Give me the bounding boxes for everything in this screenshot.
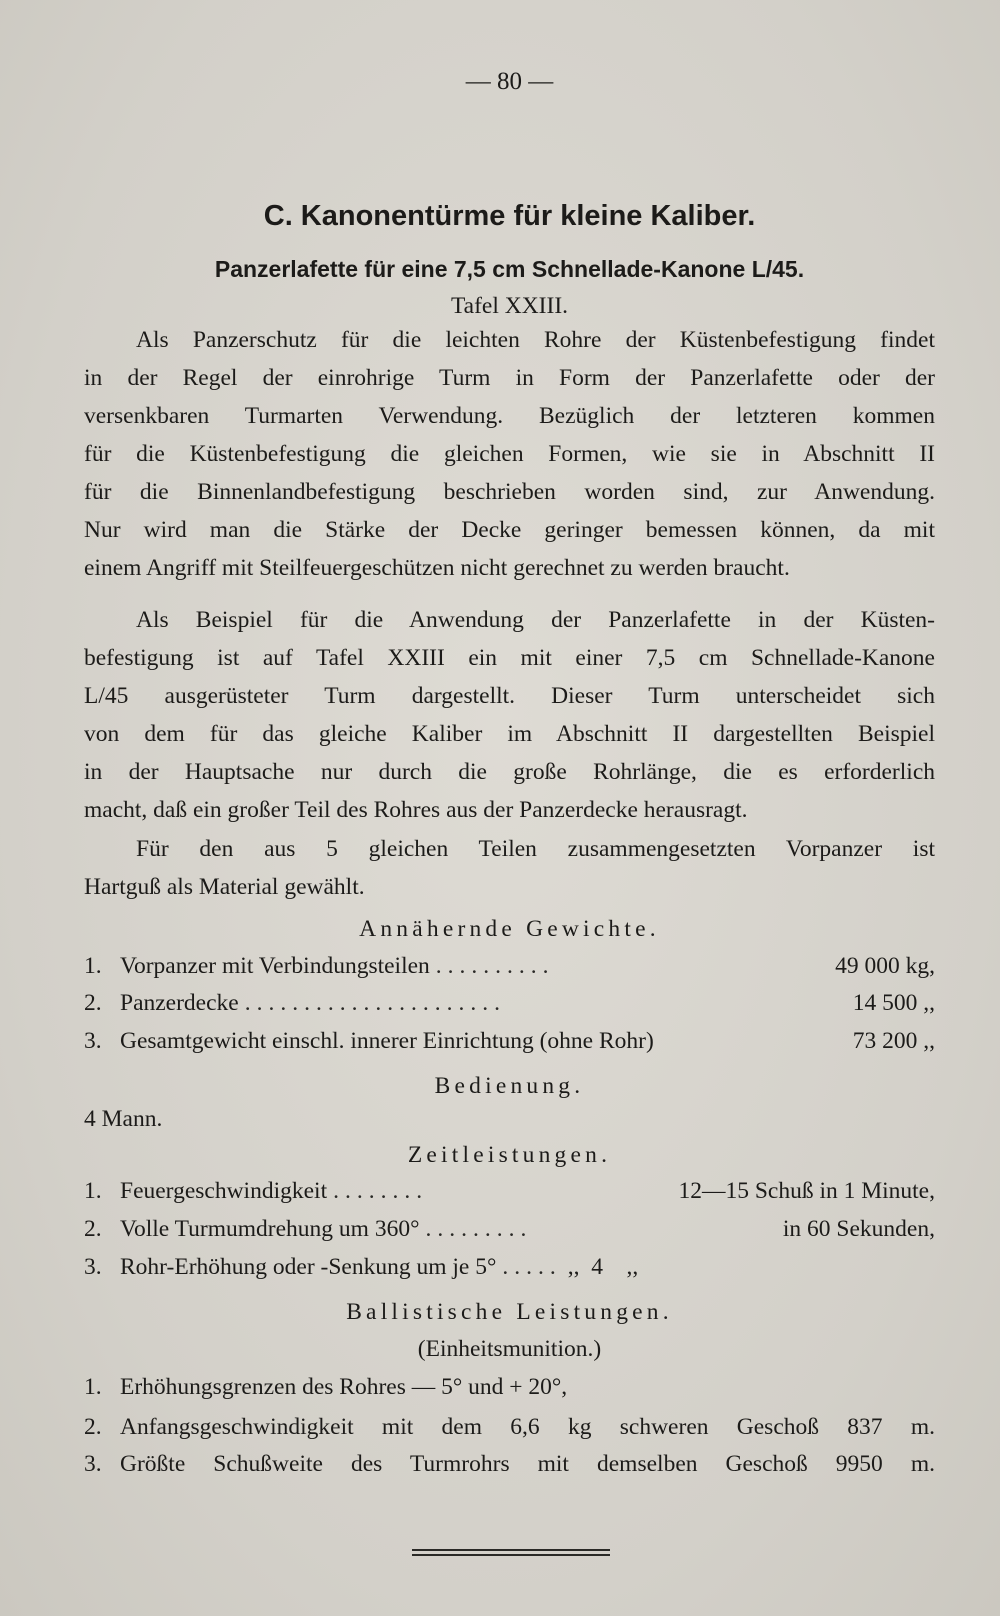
times-title: Zeitleistungen.: [407, 1142, 612, 1168]
paragraph-line: L/45 ausgerüsteter Turm dargestellt. Dieser Turm unterscheidet sich: [84, 683, 935, 709]
crew-count: 4 Mann.: [84, 1106, 163, 1132]
item-number: 2.: [84, 990, 102, 1016]
paragraph-line: einem Angriff mit Steilfeuergeschützen nicht gerechnet zu werden braucht.: [84, 555, 790, 581]
paragraph-2: [84, 601, 935, 829]
item-number: 1.: [84, 1374, 102, 1400]
item-value: 12—15 Schuß in 1 Minute,: [678, 1178, 935, 1204]
ballistic-item: [84, 1374, 935, 1412]
weights-item: [84, 1028, 935, 1066]
item-label: Vorpanzer mit Verbindungsteilen: [120, 953, 430, 979]
leader-dots: .........: [425, 1216, 533, 1242]
section-heading: C. Kanonentürme für kleine Kaliber.: [263, 200, 756, 232]
paragraph-line: Als Panzerschutz für die leichten Rohre der Küstenbefestigung findet: [136, 327, 935, 353]
paragraph-line: für die Küstenbefestigung die gleichen Formen, wie sie in Abschnitt II: [84, 441, 935, 467]
item-number: 1.: [84, 1178, 102, 1204]
leader-dots: ......................: [244, 990, 506, 1016]
double-rule-divider: [412, 1549, 610, 1556]
item-label: Anfangsgeschwindigkeit mit dem 6,6 kg schweren Geschoß 837 m.: [120, 1414, 935, 1440]
item-value: 14 500 ,,: [852, 990, 935, 1016]
weights-item: [84, 990, 935, 1028]
paragraph-line: Nur wird man die Stärke der Decke geringer bemessen können, da mit: [84, 517, 935, 543]
page-number: — 80 —: [465, 68, 554, 95]
paragraph-1: [84, 321, 935, 587]
ballistic-item: [84, 1451, 935, 1489]
item-number: 3.: [84, 1028, 102, 1054]
paragraph-line: Für den aus 5 gleichen Teilen zusammengesetzten Vorpanzer ist: [136, 836, 935, 862]
item-label: Volle Turmumdrehung um 360°: [120, 1216, 420, 1242]
item-number: 1.: [84, 953, 102, 979]
paragraph-line: versenkbaren Turmarten Verwendung. Bezüglich der letzteren kommen: [84, 403, 935, 429]
ballistic-subtitle: (Einheitsmunition.): [417, 1336, 602, 1362]
item-label: Panzerdecke: [120, 990, 239, 1016]
item-number: 2.: [84, 1216, 102, 1242]
paragraph-line: macht, daß ein großer Teil des Rohres aus der Panzerdecke herausragt.: [84, 797, 748, 823]
item-label: Gesamtgewicht einschl. innerer Einrichtung (ohne Rohr): [120, 1028, 654, 1054]
paragraph-line: Als Beispiel für die Anwendung der Panzerlafette in der Küsten-: [136, 607, 935, 633]
item-value: 73 200 ,,: [852, 1028, 935, 1054]
paragraph-3: [84, 830, 935, 906]
item-label: Erhöhungsgrenzen des Rohres — 5° und + 20°,: [120, 1374, 568, 1400]
item-number: 3.: [84, 1451, 102, 1477]
item-number: 3.: [84, 1254, 102, 1280]
item-value: 49 000 kg,: [835, 953, 935, 979]
crew-text: [84, 1106, 935, 1144]
leader-dots: .....: [502, 1254, 562, 1280]
item-label: Rohr-Erhöhung oder -Senkung um je 5°: [120, 1254, 497, 1280]
item-value: in 60 Sekunden,: [782, 1216, 935, 1242]
ballistic-title: Ballistische Leistungen.: [346, 1299, 673, 1325]
weights-title: Annähernde Gewichte.: [359, 916, 660, 942]
item-number: 2.: [84, 1414, 102, 1440]
item-label: Feuergeschwindigkeit: [120, 1178, 328, 1204]
leader-dots: ..........: [435, 953, 555, 979]
paragraph-line: in der Regel der einrohrige Turm in Form der Panzerlafette oder der: [84, 365, 935, 391]
crew-title: Bedienung.: [434, 1073, 585, 1099]
weights-item: [84, 953, 935, 991]
times-item: [84, 1178, 935, 1216]
paragraph-line: für die Binnenlandbefestigung beschrieben worden sind, zur Anwendung.: [84, 479, 935, 505]
paragraph-line: Hartguß als Material gewählt.: [84, 874, 365, 900]
item-value: ,, 4 ,,: [567, 1254, 639, 1280]
paragraph-line: in der Hauptsache nur durch die große Rohrlänge, die es erforderlich: [84, 759, 935, 785]
item-label: Größte Schußweite des Turmrohrs mit demselben Geschoß 9950 m.: [120, 1451, 935, 1477]
paragraph-line: von dem für das gleiche Kaliber im Abschnitt II dargestellten Beispiel: [84, 721, 935, 747]
paragraph-line: befestigung ist auf Tafel XXIII ein mit einer 7,5 cm Schnellade-Kanone: [84, 645, 935, 671]
ballistic-item: [84, 1414, 935, 1452]
times-item: [84, 1254, 935, 1292]
plate-reference: Tafel XXIII.: [450, 293, 569, 319]
leader-dots: ........: [333, 1178, 429, 1204]
times-item: [84, 1216, 935, 1254]
subsection-heading: Panzerlafette für eine 7,5 cm Schnellade-Kanone L/45.: [214, 256, 805, 282]
